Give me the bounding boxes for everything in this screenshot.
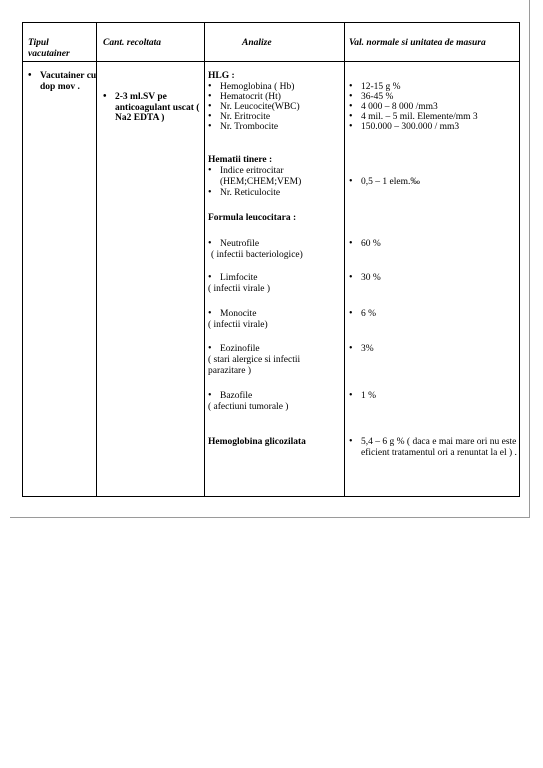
header-tube-type: Tipul vacutainer <box>28 38 70 59</box>
normal-value: • 12-15 g % <box>349 82 401 93</box>
analysis-note: ( infectii virale ) <box>208 284 270 294</box>
analysis-item: • Neutrofile <box>208 239 259 250</box>
analysis-item: • Nr. Reticulocite <box>208 188 280 199</box>
normal-value: • 60 % <box>349 239 381 250</box>
values-cell <box>349 71 517 496</box>
column-divider <box>344 23 345 496</box>
normal-value: • 3% <box>349 344 374 355</box>
hlg-title: HLG : <box>208 71 235 81</box>
analysis-table <box>22 22 520 497</box>
formula-title: Formula leucocitara : <box>208 213 297 223</box>
normal-value: • 150.000 – 300.000 / mm3 <box>349 122 459 133</box>
analysis-item: • Bazofile <box>208 391 252 402</box>
young-rbc-title: Hematii tinere : <box>208 155 273 165</box>
quantity-cell: • 2-3 ml.SV pe anticoagulant uscat ( Na2 EDTA ) <box>103 92 213 124</box>
header-divider <box>23 61 519 62</box>
normal-value: • 1 % <box>349 391 376 402</box>
analysis-item: • Nr. Trombocite <box>208 122 278 133</box>
normal-value: • 6 % <box>349 309 376 320</box>
analyses-cell <box>208 71 342 496</box>
glyco-title: Hemoglobina glicozilata <box>208 437 306 447</box>
analysis-note: ( infectii bacteriologice) <box>211 250 303 260</box>
header-quantity: Cant. recoltata <box>103 38 162 48</box>
analysis-item: • Nr. Leucocite(WBC) <box>208 102 300 113</box>
analysis-item: • Limfocite <box>208 273 257 284</box>
analysis-note: ( afectiuni tumorale ) <box>208 402 289 412</box>
analysis-item: • Monocite <box>208 309 256 320</box>
normal-value: • 4 000 – 8 000 /mm3 <box>349 102 438 113</box>
normal-value: • 4 mil. – 5 mil. Elemente/mm 3 <box>349 112 478 123</box>
normal-value: • 36-45 % <box>349 92 393 103</box>
analysis-item: • Nr. Eritrocite <box>208 112 270 123</box>
analysis-item: • Indice eritrocitar (HEM;CHEM;VEM) <box>208 166 320 187</box>
normal-value: • 0,5 – 1 elem.‰ <box>349 177 420 188</box>
normal-value: • 30 % <box>349 273 381 284</box>
analysis-item: • Hematocrit (Ht) <box>208 92 281 103</box>
column-divider <box>96 23 97 496</box>
analysis-note: ( stari alergice si infectii parazitare ) <box>208 355 301 376</box>
header-normal-values: Val. normale si unitatea de masura <box>349 38 486 48</box>
analysis-note: ( infectii virale) <box>208 320 268 330</box>
normal-value: • 5,4 – 6 g % ( daca e mai mare ori nu este eficient tratamentul ori a renuntat la el ) . <box>349 437 521 458</box>
header-analyses: Analize <box>242 38 272 48</box>
analysis-item: • Eozinofile <box>208 344 260 355</box>
analysis-item: • Hemoglobina ( Hb) <box>208 82 294 93</box>
tube-type-cell: • Vacutainer cu dop mov . <box>28 71 100 92</box>
